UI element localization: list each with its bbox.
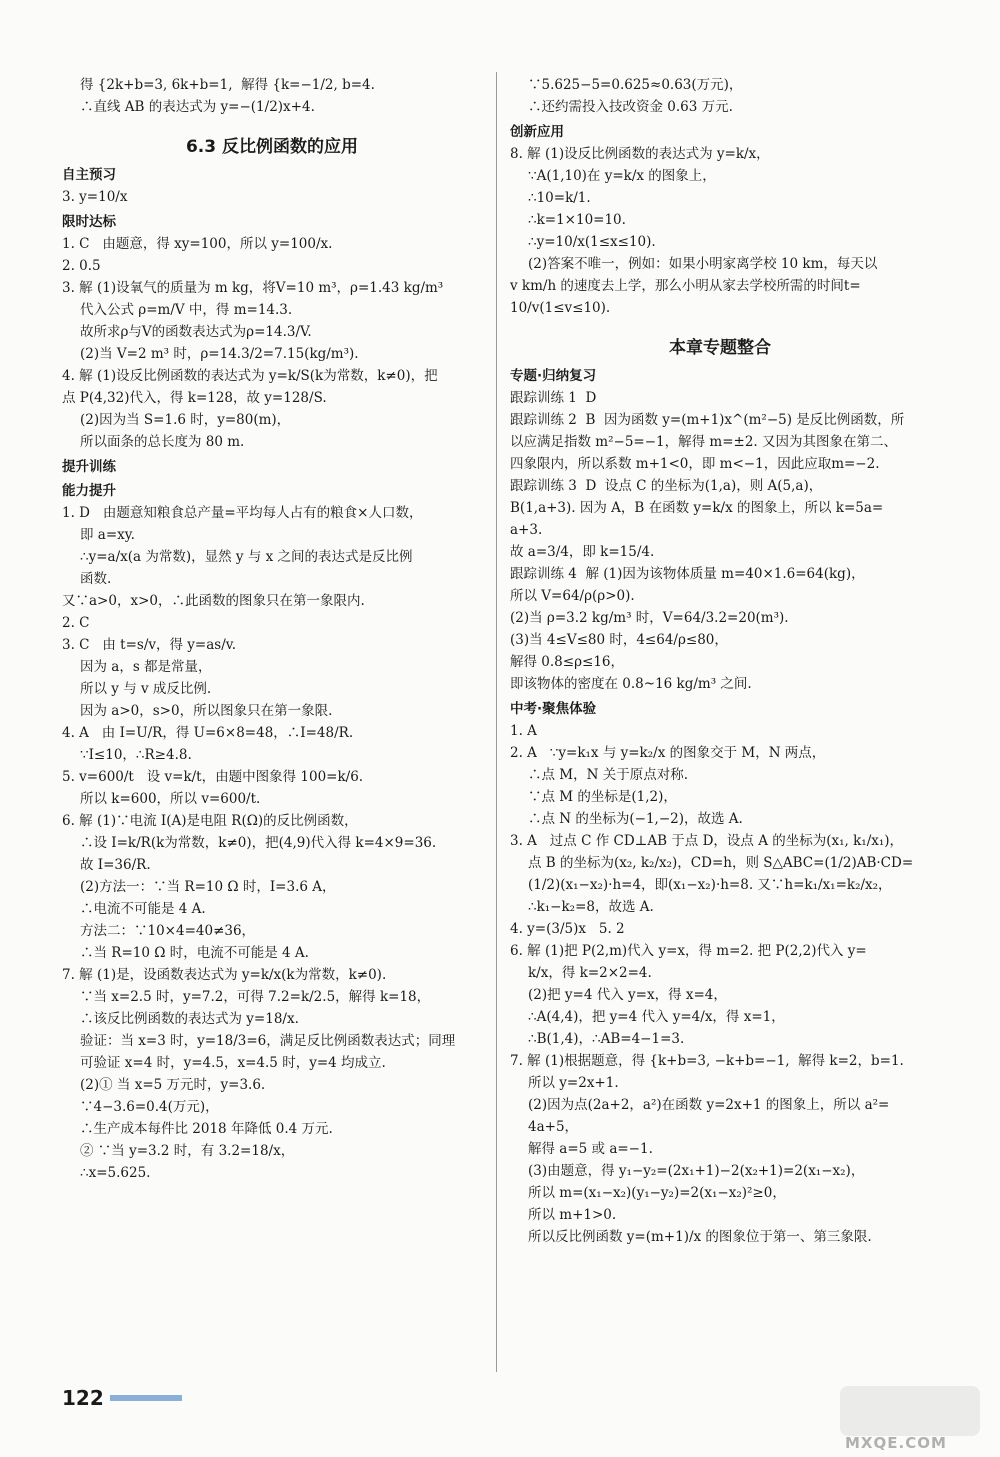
column-divider — [496, 72, 497, 1372]
text-line: 方法二：∵10×4=40≠36， — [80, 923, 256, 939]
text-line: 3. y=10/x — [62, 189, 128, 205]
text-line: 验证：当 x=3 时，y=18/3=6，满足反比例函数表达式；同理 — [80, 1033, 456, 1049]
text-line: 解得 a=5 或 a=−1. — [528, 1141, 653, 1157]
text-line: 又∵a>0，x>0，∴此函数的图象只在第一象限内. — [62, 593, 365, 609]
text-line: 所以 k=600，所以 v=600/t. — [80, 791, 261, 807]
text-line: 跟踪训练 3 D 设点 C 的坐标为(1,a)，则 A(5,a)， — [510, 478, 823, 494]
text-line: ∴y=10/x(1≤x≤10). — [528, 234, 656, 250]
text-line: ∵I≤10，∴R≥4.8. — [80, 747, 192, 763]
subhead-xianshi: 限时达标 — [62, 214, 116, 230]
text-line: 6. 解 (1)把 P(2,m)代入 y=x，得 m=2. 把 P(2,2)代入 y= — [510, 943, 867, 959]
text-line: 8. 解 (1)设反比例函数的表达式为 y=k/x， — [510, 146, 770, 162]
text-line: 3. C 由 t=s/v，得 y=as/v. — [62, 637, 237, 653]
text-line: ∴B(1,4)，∴AB=4−1=3. — [528, 1031, 685, 1047]
text-line: ∴点 N 的坐标为(−1,−2)，故选 A. — [528, 811, 743, 827]
text-line: 跟踪训练 2 B 因为函数 y=(m+1)x^(m²−5) 是反比例函数，所 — [510, 412, 905, 428]
text-line: ∴y=a/x(a 为常数)，显然 y 与 x 之间的表达式是反比例 — [80, 549, 413, 565]
text-line: ∴k=1×10=10. — [528, 212, 626, 228]
text-line: ∵点 M 的坐标是(1,2)， — [528, 789, 677, 805]
text-line: 故 a=3/4，即 k=15/4. — [510, 544, 655, 560]
text-line: a+3. — [510, 522, 543, 538]
text-line: (2)① 当 x=5 万元时，y=3.6. — [80, 1077, 266, 1093]
text-line: 可验证 x=4 时，y=4.5，x=4.5 时，y=4 均成立. — [80, 1055, 386, 1071]
text-line: 4. y=(3/5)x 5. 2 — [510, 921, 625, 937]
text-line: 点 P(4,32)代入，得 k=128，故 y=128/S. — [62, 390, 327, 406]
text-line: 3. A 过点 C 作 CD⊥AB 于点 D，设点 A 的坐标为(x₁, k₁/x₁)， — [510, 833, 904, 849]
nengli-list — [62, 502, 482, 1184]
subhead-chuangxin: 创新应用 — [510, 124, 564, 140]
text-line: ∴该反比例函数的表达式为 y=18/x. — [80, 1011, 299, 1027]
text-line: 所以 m=(x₁−x₂)(y₁−y₂)=2(x₁−x₂)²≥0， — [528, 1185, 786, 1201]
text-line: 2. 0.5 — [62, 258, 101, 274]
section-title-6-3: 6.3 反比例函数的应用 — [185, 137, 359, 157]
zhuanti-list — [510, 387, 930, 695]
text-line: 得 {2k+b=3, 6k+b=1, 解得 {k=−1/2, b=4. — [80, 77, 375, 93]
text-line: 所以 m+1>0. — [528, 1207, 617, 1223]
text-line: 四象限内，所以系数 m+1<0，即 m<−1，因此应取m=−2. — [510, 456, 880, 472]
text-line: (3)由题意，得 y₁−y₂=(2x₁+1)−2(x₂+1)=2(x₁−x₂)， — [528, 1163, 865, 1179]
text-line: ∴还约需投入技改资金 0.63 万元. — [528, 99, 733, 115]
text-line: ∴电流不可能是 4 A. — [80, 901, 206, 917]
text-line: (2)把 y=4 代入 y=x，得 x=4， — [528, 987, 727, 1003]
text-line: 因为 a>0，s>0，所以图象只在第一象限. — [80, 703, 333, 719]
text-line: B(1,a+3). 因为 A，B 在函数 y=k/x 的图象上，所以 k=5a= — [510, 500, 884, 516]
text-line: 6. 解 (1)∵电流 I(A)是电阻 R(Ω)的反比例函数， — [62, 813, 358, 829]
text-line: 1. C 由题意，得 xy=100，所以 y=100/x. — [62, 236, 333, 252]
text-line: 7. 解 (1)是，设函数表达式为 y=k/x(k为常数，k≠0). — [62, 967, 387, 983]
text-line: ∵当 x=2.5 时，y=7.2，可得 7.2=k/2.5，解得 k=18， — [80, 989, 431, 1005]
text-line: ∴生产成本每件比 2018 年降低 0.4 万元. — [80, 1121, 333, 1137]
watermark-logo-icon — [840, 1386, 980, 1436]
subhead-zhuanti: 专题·归纳复习 — [510, 368, 597, 384]
text-line: 3. 解 (1)设氧气的质量为 m kg，将V=10 m³，ρ=1.43 kg/m³ — [62, 280, 444, 296]
text-line: ∴A(4,4)，把 y=4 代入 y=4/x，得 x=1， — [528, 1009, 785, 1025]
text-line: (2)方法一：∵当 R=10 Ω 时，I=3.6 A， — [80, 879, 336, 895]
text-line: (2)当 V=2 m³ 时，ρ=14.3/2=7.15(kg/m³). — [80, 346, 359, 362]
zhongkao-list — [510, 720, 930, 1248]
xianshi-list — [62, 233, 482, 453]
text-line: 解得 0.8≤ρ≤16， — [510, 654, 624, 670]
text-line: 4. 解 (1)设反比例函数的表达式为 y=k/S(k为常数，k≠0)，把 — [62, 368, 438, 384]
page-number-bar — [110, 1395, 182, 1401]
text-line: 5. v=600/t 设 v=k/t，由题中图象得 100=k/6. — [62, 769, 364, 785]
text-line: (2)答案不唯一，例如：如果小明家离学校 10 km，每天以 — [528, 256, 878, 272]
watermark-text: MXQE.COM — [845, 1434, 947, 1452]
text-line: 即 a=xy. — [80, 527, 135, 543]
page-number: 122 — [62, 1386, 104, 1410]
text-line: ② ∵当 y=3.2 时，有 3.2=18/x， — [80, 1143, 295, 1159]
text-line: 因为 a，s 都是常量， — [80, 659, 212, 675]
left-intro — [62, 74, 482, 118]
text-line: 4. A 由 I=U/R，得 U=6×8=48，∴I=48/R. — [62, 725, 354, 741]
text-line: 所以 y=2x+1. — [528, 1075, 619, 1091]
text-line: 故 I=36/R. — [80, 857, 151, 873]
right-intro — [510, 74, 930, 118]
text-line: 所以 y 与 v 成反比例. — [80, 681, 212, 697]
text-line: ∴当 R=10 Ω 时，电流不可能是 4 A. — [80, 945, 309, 961]
text-line: (1/2)(x₁−x₂)·h=4，即(x₁−x₂)·h=8. 又∵h=k₁/x₁=k₂/x₂， — [528, 877, 892, 893]
text-line: 代入公式 ρ=m/V 中，得 m=14.3. — [80, 302, 293, 318]
text-line: 函数. — [80, 571, 112, 587]
text-line: 点 B 的坐标为(x₂, k₂/x₂)，CD=h，则 S△ABC=(1/2)AB·CD= — [528, 855, 914, 871]
text-line: 7. 解 (1)根据题意，得 {k+b=3, −k+b=−1, 解得 k=2，b=1. — [510, 1053, 904, 1069]
chuangxin-list — [510, 143, 930, 319]
text-line: 2. C — [62, 615, 90, 631]
text-line: (2)当 ρ=3.2 kg/m³ 时，V=64/3.2=20(m³). — [510, 610, 789, 626]
text-line: ∴k₁−k₂=8，故选 A. — [528, 899, 654, 915]
text-line: ∵5.625−5=0.625≈0.63(万元)， — [528, 77, 743, 93]
text-line: (2)因为当 S=1.6 时，y=80(m)， — [80, 412, 291, 428]
text-line: 以应满足指数 m²−5=−1，解得 m=±2. 又因为其图象在第二、 — [510, 434, 898, 450]
text-line: 故所求ρ与V的函数表达式为ρ=14.3/V. — [80, 324, 312, 340]
text-line: 所以面条的总长度为 80 m. — [80, 434, 245, 450]
text-line: 所以反比例函数 y=(m+1)/x 的图象位于第一、第三象限. — [528, 1229, 872, 1245]
text-line: ∵4−3.6=0.4(万元)， — [80, 1099, 219, 1115]
text-line: 所以 V=64/ρ(ρ>0). — [510, 588, 635, 604]
text-line: v km/h 的速度去上学，那么小明从家去学校所需的时间t= — [510, 278, 861, 294]
text-line: (2)因为点(2a+2，a²)在函数 y=2x+1 的图象上，所以 a²= — [528, 1097, 890, 1113]
text-line: ∴x=5.625. — [80, 1165, 151, 1181]
section-title-chapter-review: 本章专题整合 — [669, 338, 771, 358]
subhead-nengli: 能力提升 — [62, 483, 116, 499]
text-line: 4a+5， — [528, 1119, 579, 1135]
left-column — [62, 74, 482, 1184]
text-line: 1. A — [510, 723, 537, 739]
right-column — [510, 74, 930, 1248]
text-line: ∴10=k/1. — [528, 190, 591, 206]
subhead-tisheng: 提升训练 — [62, 459, 116, 475]
text-line: 跟踪训练 1 D — [510, 390, 597, 406]
text-line: 即该物体的密度在 0.8~16 kg/m³ 之间. — [510, 676, 752, 692]
text-line: ∴直线 AB 的表达式为 y=−(1/2)x+4. — [80, 99, 315, 115]
text-line: ∴点 M，N 关于原点对称. — [528, 767, 689, 783]
text-line: 2. A ∵y=k₁x 与 y=k₂/x 的图象交于 M，N 两点， — [510, 745, 826, 761]
text-line: 1. D 由题意知粮食总产量=平均每人占有的粮食×人口数， — [62, 505, 423, 521]
text-line: ∴设 I=k/R(k为常数，k≠0)，把(4,9)代入得 k=4×9=36. — [80, 835, 437, 851]
text-line: 跟踪训练 4 解 (1)因为该物体质量 m=40×1.6=64(kg)， — [510, 566, 865, 582]
text-line: 10/v(1≤v≤10). — [510, 300, 611, 316]
subhead-zizhu: 自主预习 — [62, 167, 116, 183]
subhead-zhongkao: 中考·聚焦体验 — [510, 701, 597, 717]
text-line: ∵A(1,10)在 y=k/x 的图象上， — [528, 168, 716, 184]
text-line: (3)当 4≤V≤80 时，4≤64/ρ≤80， — [510, 632, 728, 648]
text-line: k/x，得 k=2×2=4. — [528, 965, 652, 981]
